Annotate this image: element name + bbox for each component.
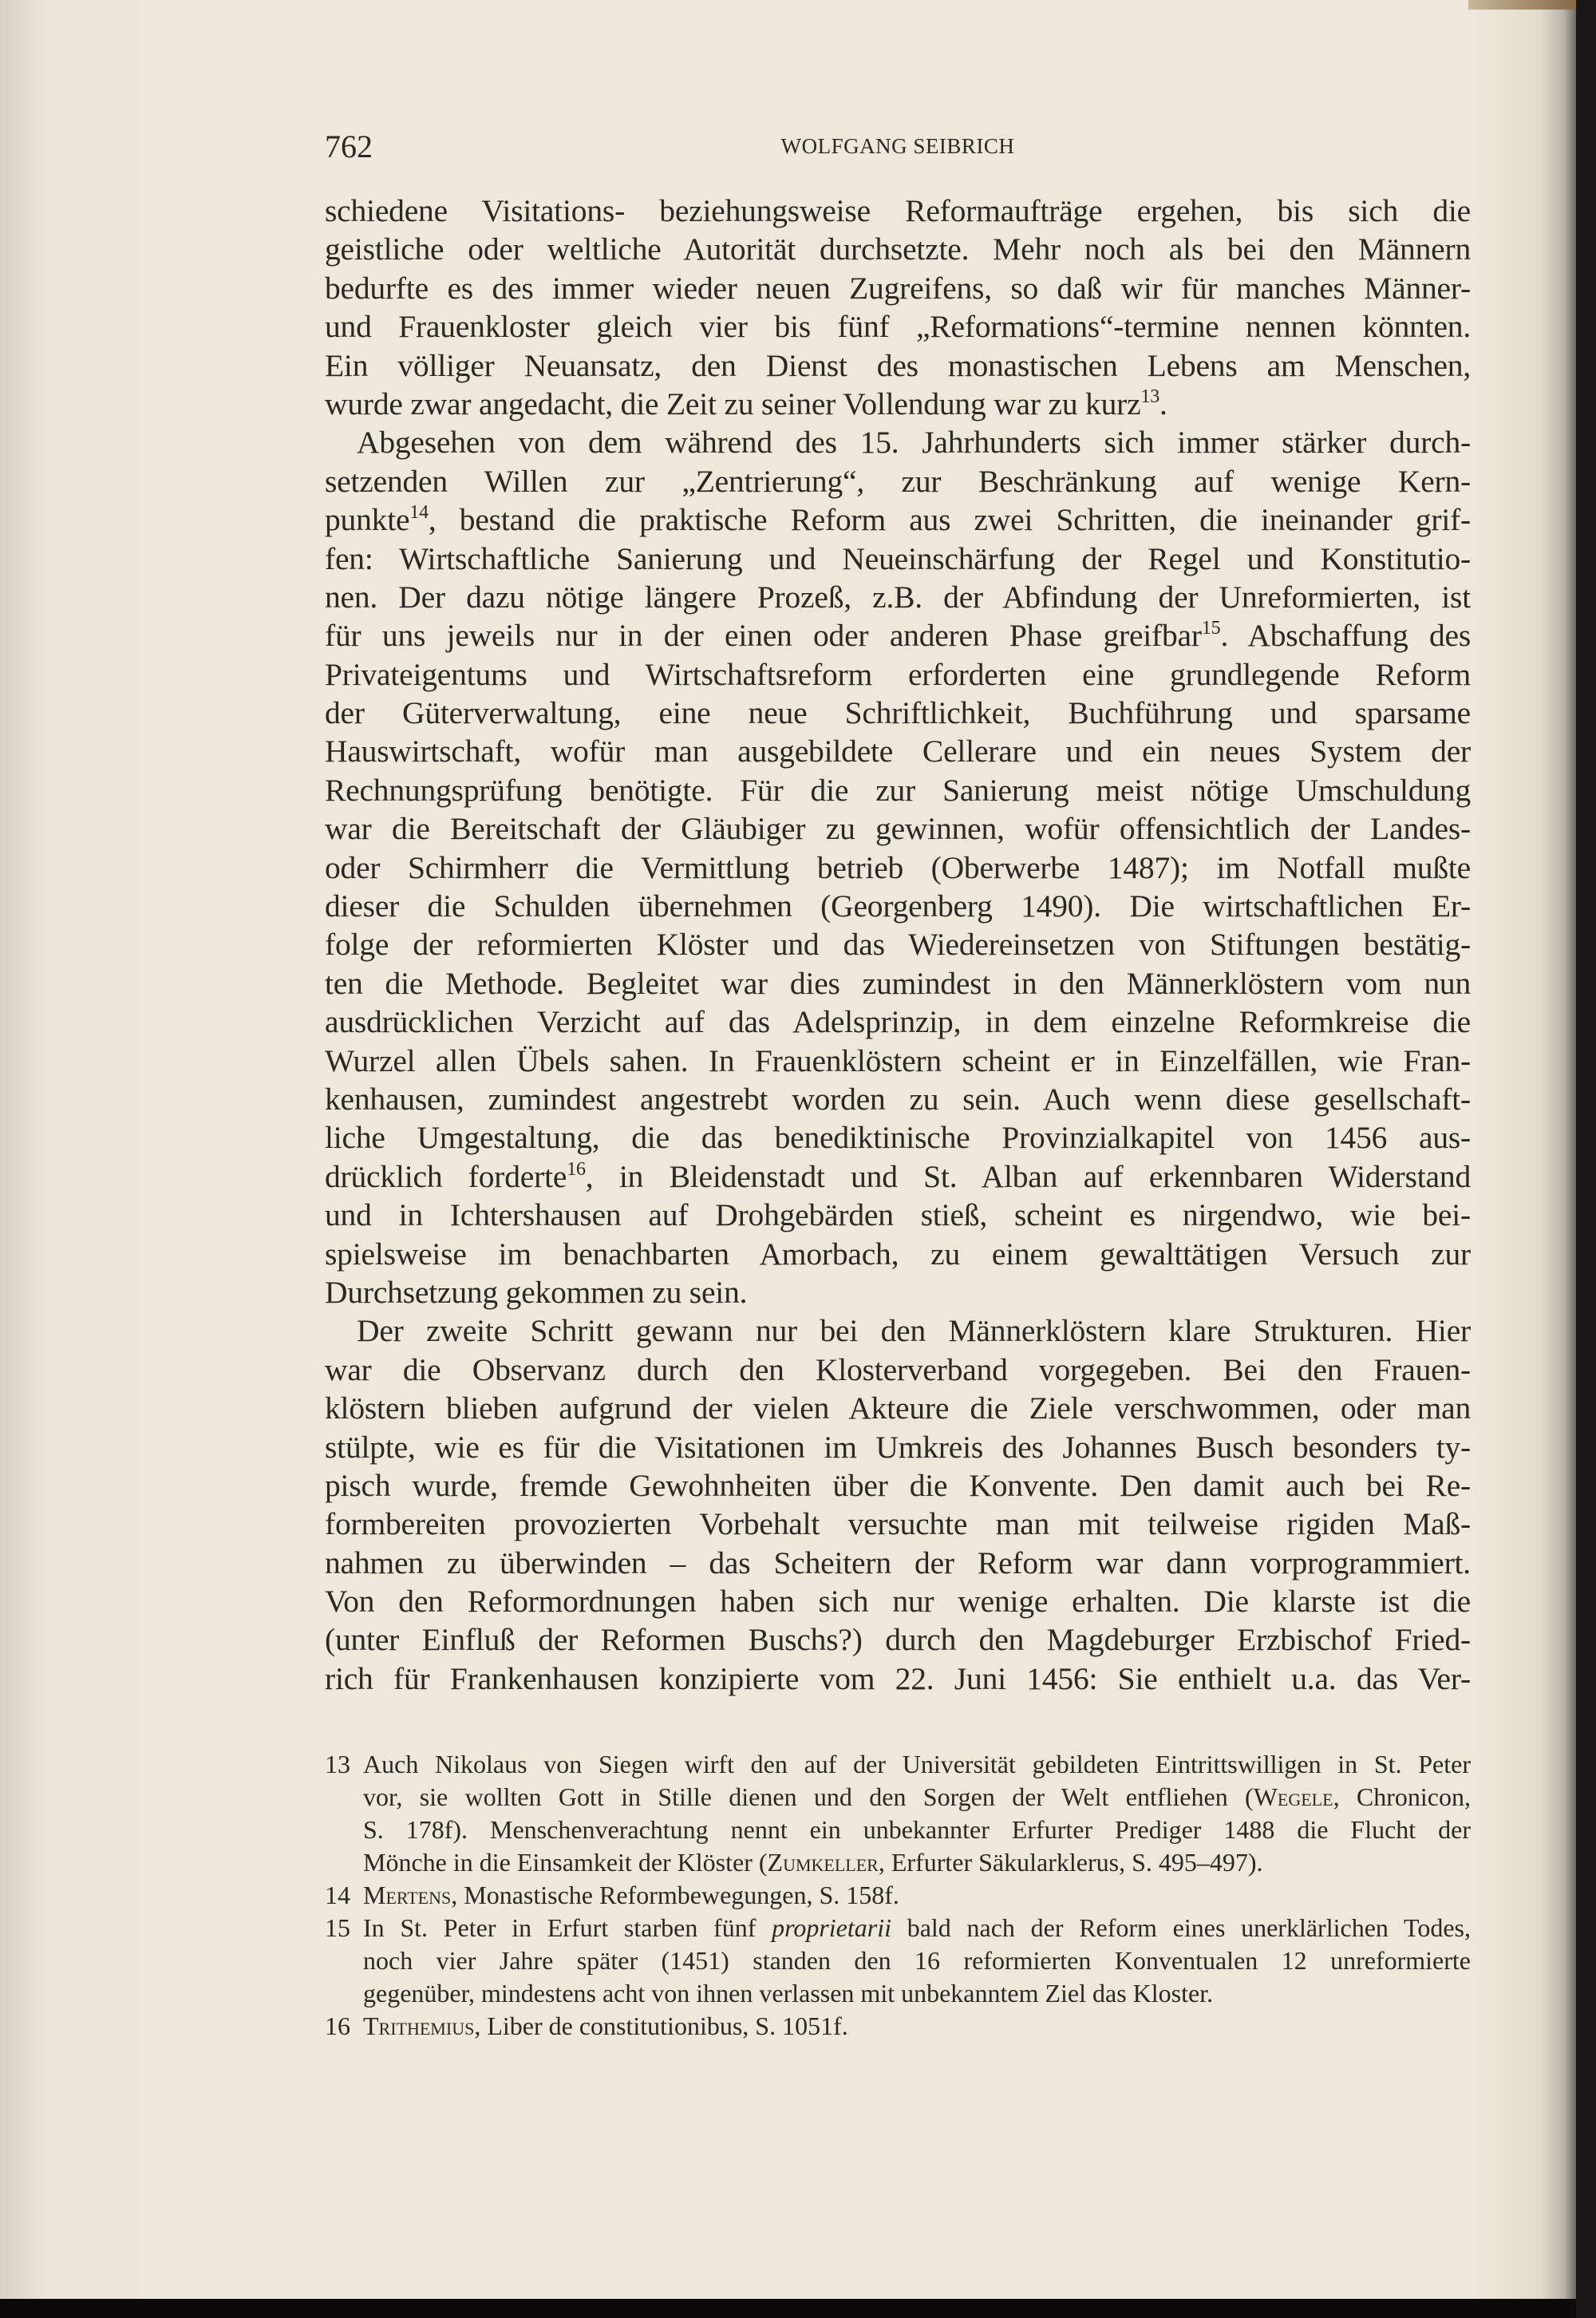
text-line: punkte$^{14}$, bestand die praktische Reform aus zwei Schritten, die ineinander grif- [325, 502, 1471, 538]
text-line: Privateigentums und Wirtschaftsreform erforderten eine grundlegende Reform [325, 656, 1471, 692]
footnote-reference[interactable]: 15 [1201, 618, 1221, 639]
text-line: setzenden Willen zur „Zentrierung“, zur Beschränkung auf wenige Kern- [325, 463, 1471, 499]
book-edge [1576, 0, 1596, 2318]
footnote-line: Mönche in die Einsamkeit der Klöster (Zumkeller, Erfurter Säkularklerus, S. 495–497). [363, 1848, 1263, 1877]
footnote-reference[interactable]: 13 [1140, 386, 1160, 407]
footnote-line: vor, sie wollten Gott in Stille dienen und den Sorgen der Welt entfliehen (Wegele, Chronicon, [363, 1782, 1472, 1811]
footnote-reference[interactable]: 14 [409, 502, 429, 524]
text-line: und in Ichtershausen auf Drohgebärden stieß, scheint es nirgendwo, wie bei- [325, 1197, 1471, 1233]
text-line: Hauswirtschaft, wofür man ausgebildete Cellerare und ein neues System der [325, 734, 1471, 769]
footnote [325, 1912, 1471, 2010]
paragraph [325, 192, 1471, 423]
text-line: (unter Einfluß der Reformen Buschs?) durch den Magdeburger Erzbischof Fried- [325, 1622, 1471, 1658]
footnote-number: 13 [325, 1750, 350, 1778]
text-line: formbereiten provozierten Vorbehalt versuchte man mit teilweise rigiden Maß- [325, 1506, 1471, 1542]
footnotes [325, 1748, 1471, 2043]
text-line: dieser die Schulden übernehmen (Georgenberg 1490). Die wirtschaftlichen Er- [325, 888, 1471, 924]
text-line: nahmen zu überwinden – das Scheitern der Reform war dann vorprogrammiert. [325, 1545, 1471, 1580]
text-line: kenhausen, zumindest angestrebt worden zu sein. Auch wenn diese gesellschaft- [325, 1081, 1471, 1117]
page-header [325, 128, 1471, 168]
author-name: Wegele [1253, 1782, 1333, 1811]
text-line: für uns jeweils nur in der einen oder anderen Phase greifbar$^{15}$. Abschaffung des [325, 618, 1471, 654]
text-line: Ein völliger Neuansatz, den Dienst des monastischen Lebens am Menschen, [325, 347, 1471, 383]
footnote [325, 1879, 1471, 1912]
text-line: Wurzel allen Übels sahen. In Frauenklöstern scheint er in Einzelfällen, wie Fran- [325, 1042, 1471, 1078]
italic-term: proprietarii [772, 1913, 891, 1942]
paragraph [325, 423, 1471, 1311]
text-line: spielsweise im benachbarten Amorbach, zu einem gewalttätigen Versuch zur [325, 1236, 1471, 1272]
footnote-reference[interactable]: 16 [567, 1158, 586, 1180]
footnote-line: Trithemius, Liber de constitutionibus, S. 1051f. [363, 2011, 848, 2040]
text-line: liche Umgestaltung, die das benediktinische Provinzialkapitel von 1456 aus- [325, 1120, 1471, 1156]
author-name: Zumkeller [767, 1848, 879, 1877]
footnote [325, 1748, 1471, 1879]
text-line: war die Observanz durch den Klosterverband vorgegeben. Bei den Frauen- [325, 1351, 1471, 1387]
text-line: Durchsetzung gekommen zu sein. [325, 1274, 748, 1310]
text-line: wurde zwar angedacht, die Zeit zu seiner Vollendung war zu kurz$^{13}$. [325, 386, 1167, 421]
text-line: der Güterverwaltung, eine neue Schriftlichkeit, Buchführung und sparsame [325, 695, 1471, 731]
text-line: Rechnungsprüfung benötigte. Für die zur Sanierung meist nötige Umschuldung [325, 772, 1471, 808]
author-name: Mertens [363, 1881, 452, 1909]
footnote-number: 16 [325, 2011, 350, 2040]
text-line: oder Schirmherr die Vermittlung betrieb (Oberwerbe 1487); im Notfall mußte [325, 849, 1471, 885]
text-line: pisch wurde, fremde Gewohnheiten über die Konvente. Den damit auch bei Re- [325, 1467, 1471, 1503]
footnote-line: noch vier Jahre später (1451) standen den 16 reformierten Konventualen 12 unreformierte [363, 1946, 1471, 1975]
footnote-number: 14 [325, 1881, 350, 1909]
text-line: schiedene Visitations- beziehungsweise Reformaufträge ergehen, bis sich die [325, 193, 1471, 228]
text-line: und Frauenkloster gleich vier bis fünf „Reformations“-termine nennen könnten. [325, 309, 1471, 345]
main-text [325, 192, 1471, 1698]
text-line: bedurfte es des immer wieder neuen Zugreifens, so daß wir für manches Männer- [325, 270, 1471, 306]
text-line: folge der reformierten Klöster und das Wiedereinsetzen von Stiftungen bestätig- [325, 927, 1471, 963]
footnote-line: Auch Nikolaus von Siegen wirft den auf der Universität gebildeten Eintrittswilligen in St. Peter [363, 1750, 1471, 1778]
page-number: 762 [325, 129, 373, 164]
paragraph [325, 1311, 1471, 1698]
footnote-line: In St. Peter in Erfurt starben fünf proprietarii bald nach der Reform eines unerklärlichen Todes, [363, 1913, 1472, 1942]
footnote-line: gegenüber, mindestens acht von ihnen verlassen mit unbekanntem Ziel das Kloster. [363, 1979, 1214, 2007]
text-line: war die Bereitschaft der Gläubiger zu gewinnen, wofür offensichtlich der Landes- [325, 811, 1471, 847]
text-line: drücklich forderte$^{16}$, in Bleidenstadt und St. Alban auf erkennbaren Widerstand [325, 1158, 1471, 1194]
text-line: Der zweite Schritt gewann nur bei den Männerklöstern klare Strukturen. Hier [357, 1313, 1471, 1349]
running-head: WOLFGANG SEIBRICH [780, 134, 1015, 158]
footnote [325, 2010, 1471, 2043]
text-line: stülpte, wie es für die Visitationen im Umkreis des Johannes Busch besonders ty- [325, 1429, 1471, 1465]
text-line: ausdrücklichen Verzicht auf das Adelsprinzip, in dem einzelne Reformkreise die [325, 1004, 1471, 1040]
author-name: Trithemius [363, 2011, 475, 2040]
text-line: ten die Methode. Begleitet war dies zumindest in den Männerklöstern vom nun [325, 965, 1471, 1001]
text-line: Abgesehen von dem während des 15. Jahrhunderts sich immer stärker durch- [357, 425, 1471, 461]
text-line: geistliche oder weltliche Autorität durchsetzte. Mehr noch als bei den Männern [325, 231, 1471, 267]
text-line: klöstern blieben aufgrund der vielen Akteure die Ziele verschwommen, oder man [325, 1390, 1471, 1426]
text-line: nen. Der dazu nötige längere Prozeß, z.B. der Abfindung der Unreformierten, ist [325, 579, 1471, 615]
footnote-number: 15 [325, 1913, 350, 1942]
text-line: Von den Reformordnungen haben sich nur wenige erhalten. Die klarste ist die [325, 1584, 1471, 1620]
text-line: fen: Wirtschaftliche Sanierung und Neueinschärfung der Regel und Konstitutio- [325, 540, 1471, 576]
footnote-line: Mertens, Monastische Reformbewegungen, S. 158f. [363, 1881, 899, 1909]
text-line: rich für Frankenhausen konzipierte vom 22. Juni 1456: Sie enthielt u.a. das Ver- [325, 1660, 1471, 1696]
footnote-line: S. 178f). Menschenverachtung nennt ein unbekannter Erfurter Prediger 1488 die Flucht der [363, 1815, 1471, 1844]
